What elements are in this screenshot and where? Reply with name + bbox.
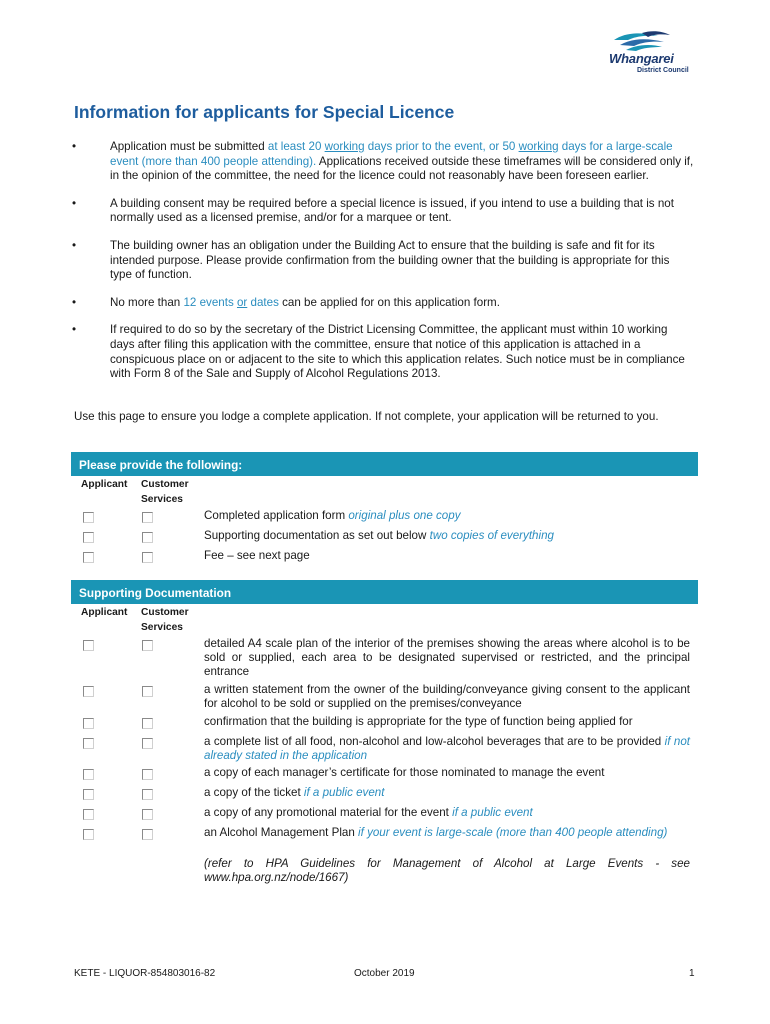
bullet-text-segment: 12 events	[183, 295, 237, 309]
bullet-text-segment: dates	[247, 295, 279, 309]
applicant-checkbox[interactable]	[83, 686, 94, 697]
bullet-text-segment: Application must be submitted	[110, 140, 268, 153]
checklist-item-text	[204, 549, 690, 563]
info-bullet-list	[74, 140, 694, 395]
item-note: original plus one copy	[348, 509, 461, 522]
page-title: Information for applicants for Special Licence	[74, 102, 455, 122]
item-note: if your event is large-scale (more than 400 people attending)	[358, 826, 668, 839]
applicant-checkbox[interactable]	[83, 718, 94, 729]
checklist-item-text	[204, 806, 690, 820]
reference-text: (refer to HPA Guidelines for Management of Alcohol at Large Events - see www.hpa.org.nz/node/1667)	[204, 857, 690, 885]
item-label: a written statement from the owner of the building/conveyance giving consent to the applicant for alcohol to be sold or supplied on the premises/conveyance	[204, 683, 690, 711]
info-bullet	[74, 239, 694, 283]
applicant-checkbox[interactable]	[83, 789, 94, 800]
customer-services-checkbox[interactable]	[142, 686, 153, 697]
bullet-text-segment: A building consent may be required before a special licence is issued, if you intend to use a building that is not normally used as a licensed premise, and/or for a marquee or tent.	[110, 196, 674, 225]
item-label: Fee – see next page	[204, 549, 310, 562]
section-header-provide: Please provide the following:	[71, 452, 698, 476]
customer-services-checkbox[interactable]	[142, 789, 153, 800]
item-label: a copy of each manager’s certificate for those nominated to manage the event	[204, 766, 605, 779]
customer-services-checkbox[interactable]	[142, 552, 153, 563]
bullet-text-segment: at least 20	[267, 140, 325, 153]
customer-services-checkbox[interactable]	[142, 738, 153, 749]
customer-services-checkbox[interactable]	[142, 769, 153, 780]
item-note: if a public event	[303, 786, 385, 799]
bullet-text-segment: working	[518, 140, 559, 153]
customer-services-checkbox[interactable]	[142, 718, 153, 729]
bullet-text-segment: If required to do so by the secretary of the District Licensing Committee, the applicant must within 10 working days after filing this application with the committee, ensure that notice of this application is attached in a conspicuous place on or adjacent to the site to which this application relates. Such notice must be in compliance with Form 8 of the Sale and Supply of Alcohol Regulations 2013.	[110, 323, 685, 381]
item-label: confirmation that the building is appropriate for the type of function being applied for	[204, 715, 633, 728]
footer-document-id: KETE - LIQUOR-854803016-82	[74, 968, 216, 979]
checklist-item-text	[204, 529, 690, 543]
section-header-supporting-documentation: Supporting Documentation	[71, 580, 698, 604]
customer-services-checkbox[interactable]	[142, 809, 153, 820]
checklist-item-text	[204, 637, 690, 680]
info-bullet	[74, 296, 694, 311]
bullet-text-segment: can be applied for on this application form.	[278, 295, 500, 309]
item-label: a copy of the ticket	[204, 786, 304, 799]
footer-date: October 2019	[354, 968, 415, 979]
wave-bird-icon	[612, 30, 672, 52]
applicant-checkbox[interactable]	[83, 738, 94, 749]
item-note: if a public event	[452, 806, 533, 819]
column-header-applicant: Applicant	[81, 479, 128, 490]
bullet-text-segment: days prior to the event, or 50	[364, 140, 519, 153]
customer-services-checkbox[interactable]	[142, 512, 153, 523]
customer-services-checkbox[interactable]	[142, 640, 153, 651]
applicant-checkbox[interactable]	[83, 769, 94, 780]
bullet-text-segment: Applications received outside these timeframes will be considered only if, in the opinion of the committee, the need for the licence could not reasonably have been foreseen earlier.	[110, 154, 694, 183]
checklist-item-text	[204, 786, 690, 800]
checklist-item-text	[204, 735, 690, 763]
bullet-text-segment: No more than	[110, 295, 184, 309]
info-bullet	[74, 140, 694, 184]
applicant-checkbox[interactable]	[83, 809, 94, 820]
checklist-item-text	[204, 683, 690, 711]
info-bullet	[74, 323, 694, 381]
applicant-checkbox[interactable]	[83, 552, 94, 563]
applicant-checkbox[interactable]	[83, 829, 94, 840]
footer-page-number: 1	[689, 968, 695, 979]
item-label: detailed A4 scale plan of the interior of the premises showing the areas where alcohol is to be sold or supplied, each area to be designated supervised or restricted, and the principal entrance	[204, 637, 690, 679]
bullet-text-segment: The building owner has an obligation under the Building Act to ensure that the building is safe and fit for its intended purpose. Please provide confirmation from the building owner that the building is appropriate for this type of function.	[110, 238, 670, 282]
customer-services-checkbox[interactable]	[142, 829, 153, 840]
item-label: Completed application form	[204, 509, 349, 522]
bullet-text-segment: or	[236, 295, 248, 309]
bullet-text-segment: days for a large-scale event (more than 400 people attending).	[110, 140, 673, 168]
applicant-checkbox[interactable]	[83, 512, 94, 523]
item-label: Supporting documentation as set out below	[204, 529, 430, 542]
column-header-customer-services: Customer Services	[141, 479, 189, 505]
item-note: if not already stated in the application	[204, 735, 690, 763]
column-header-customer-services: Customer Services	[141, 607, 189, 633]
item-label: an Alcohol Management Plan	[204, 826, 359, 839]
checklist-item-text	[204, 826, 690, 840]
intro-text: Use this page to ensure you lodge a complete application. If not complete, your application will be returned to you.	[74, 410, 659, 423]
checklist-item-text	[204, 715, 690, 729]
item-note: two copies of everything	[429, 529, 554, 542]
column-header-applicant: Applicant	[81, 607, 128, 618]
checklist-item-text	[204, 509, 690, 523]
council-logo	[604, 30, 704, 74]
applicant-checkbox[interactable]	[83, 640, 94, 651]
applicant-checkbox[interactable]	[83, 532, 94, 543]
checklist-item-text	[204, 766, 690, 780]
item-label: a complete list of all food, non-alcohol and low-alcohol beverages that are to be provided	[204, 735, 665, 748]
logo-name: Whangarei	[609, 51, 674, 66]
customer-services-checkbox[interactable]	[142, 532, 153, 543]
info-bullet	[74, 197, 694, 226]
bullet-text-segment: working	[324, 140, 365, 153]
item-label: a copy of any promotional material for the event	[204, 806, 453, 819]
logo-subtitle: District Council	[637, 67, 689, 74]
